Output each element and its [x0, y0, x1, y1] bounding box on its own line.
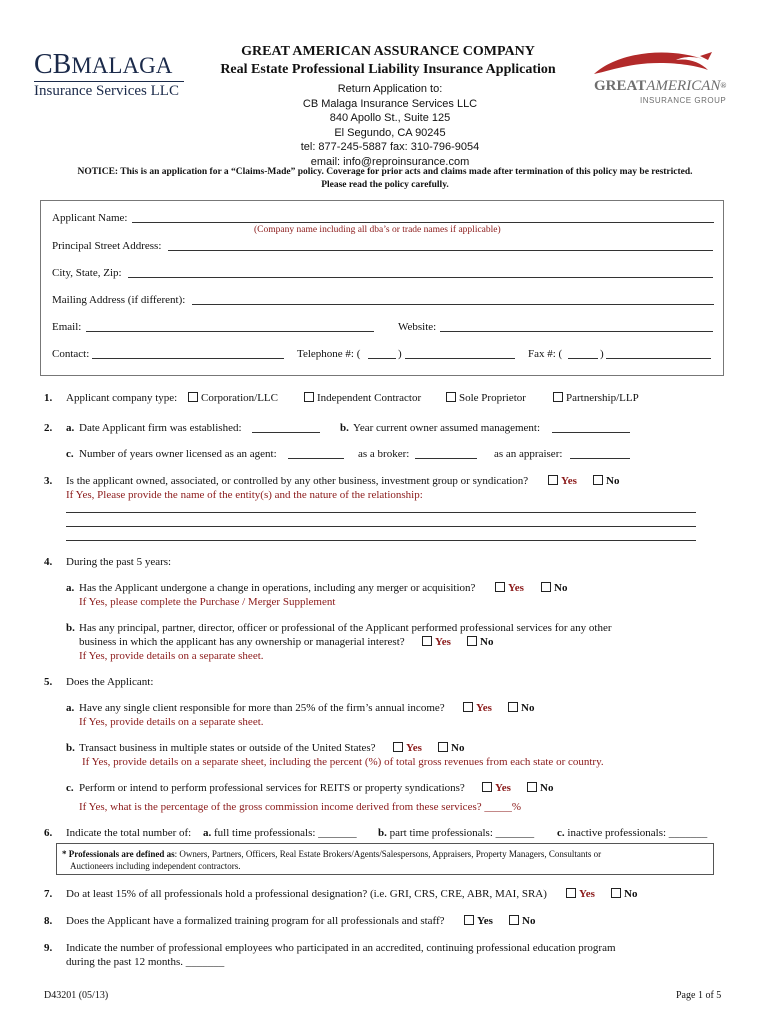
q2c-appraiser-field[interactable]: [570, 458, 630, 459]
q6c[interactable]: [557, 827, 707, 839]
yes-label: Yes: [579, 888, 595, 900]
checkbox[interactable]: [422, 636, 432, 646]
q6a-letter: a.: [203, 827, 212, 839]
q8-no[interactable]: [509, 915, 535, 927]
option-label: Independent Contractor: [317, 392, 422, 404]
return-line: tel: 877-245-5887 fax: 310-796-9054: [300, 141, 480, 153]
q5-number: 5.: [44, 676, 53, 688]
q6-text: Indicate the total number of:: [66, 827, 192, 839]
checkbox[interactable]: [508, 702, 518, 712]
q5b-no[interactable]: [438, 742, 464, 754]
email-label: Email:: [52, 321, 82, 333]
q4-number: 4.: [44, 556, 53, 568]
q5a-letter: a.: [66, 702, 75, 714]
no-label: No: [451, 742, 465, 754]
q5b-yes[interactable]: [393, 742, 422, 754]
q5b-text: Transact business in multiple states or outside of the United States?: [79, 742, 376, 754]
mailing-field[interactable]: [192, 304, 714, 305]
yes-label: Yes: [561, 475, 577, 487]
checkbox[interactable]: [527, 782, 537, 792]
q1-text: Applicant company type:: [66, 392, 178, 404]
q3-text: Is the applicant owned, associated, or controlled by any other business, investment group or syndication?: [66, 475, 529, 487]
checkbox[interactable]: [304, 392, 314, 402]
q5a-follow: If Yes, provide details on a separate sheet.: [79, 716, 264, 728]
fax-area-field[interactable]: [568, 358, 598, 359]
q3-answer-line-3[interactable]: [66, 540, 696, 541]
q2-number: 2.: [44, 422, 53, 434]
email-field[interactable]: [86, 331, 374, 332]
q4-text: During the past 5 years:: [66, 556, 172, 568]
q6-number: 6.: [44, 827, 53, 839]
q1-option-independent[interactable]: [304, 392, 421, 404]
checkbox[interactable]: [553, 392, 563, 402]
city-label: City, State, Zip:: [52, 267, 122, 279]
mailing-label: Mailing Address (if different):: [52, 294, 186, 306]
street-field[interactable]: [168, 250, 713, 251]
city-field[interactable]: [128, 277, 713, 278]
form-id: D43201 (05/13): [44, 990, 109, 1001]
q3-number: 3.: [44, 475, 53, 487]
q2c-letter: c.: [66, 448, 74, 460]
yes-label: Yes: [495, 782, 511, 794]
q7-yes[interactable]: [566, 888, 595, 900]
q2c-agent-field[interactable]: [288, 458, 344, 459]
form-title: Real Estate Professional Liability Insurance Application: [220, 62, 556, 77]
definition-text: : Owners, Partners, Officers, Real Estate Brokers/Agents/Salespersons, Appraisers, Property Managers, Consultants or: [174, 849, 602, 859]
checkbox[interactable]: [548, 475, 558, 485]
q4a-yes[interactable]: [495, 582, 524, 594]
q2a-text: Date Applicant firm was established:: [79, 422, 242, 434]
q5c-yes[interactable]: [482, 782, 511, 794]
q2a-field[interactable]: [252, 432, 320, 433]
checkbox[interactable]: [463, 702, 473, 712]
checkbox[interactable]: [446, 392, 456, 402]
no-label: No: [522, 915, 536, 927]
q4b-no[interactable]: [467, 636, 493, 648]
great-american-logo: [588, 46, 728, 110]
q6b-text: part time professionals: _______: [389, 827, 535, 839]
q2c-broker-label: as a broker:: [358, 448, 410, 460]
q6c-text: inactive professionals: _______: [567, 827, 708, 839]
checkbox[interactable]: [438, 742, 448, 752]
q6b-letter: b.: [378, 827, 387, 839]
fax-close: ): [600, 348, 604, 360]
no-label: No: [606, 475, 620, 487]
q4b-yes[interactable]: [422, 636, 451, 648]
yes-label: Yes: [435, 636, 451, 648]
q2b-letter: b.: [340, 422, 349, 434]
checkbox[interactable]: [393, 742, 403, 752]
q7-no[interactable]: [611, 888, 637, 900]
notice-text: [40, 166, 730, 192]
website-label: Website:: [398, 321, 437, 333]
q5c-follow: If Yes, what is the percentage of the gross commission income derived from these services? _____%: [79, 801, 522, 813]
cbmalaga-logo-malaga: MALAGA: [71, 53, 173, 78]
q9-number: 9.: [44, 942, 53, 954]
no-label: No: [540, 782, 554, 794]
q5b-follow: If Yes, provide details on a separate sheet, including the percent (%) of total gross revenues from each state or country.: [82, 756, 604, 768]
notice-line-1: NOTICE: This is an application for a “Claims-Made” policy. Coverage for prior acts and claims made after termination of this policy may be restricted.: [77, 167, 693, 177]
website-field[interactable]: [440, 331, 713, 332]
cbmalaga-logo-cb: CB: [34, 49, 72, 80]
q3-yes[interactable]: [548, 475, 577, 487]
q1-option-sole[interactable]: [446, 392, 526, 404]
q5a-no[interactable]: [508, 702, 534, 714]
q7-text: Do at least 15% of all professionals hold a professional designation? (i.e. GRI, CRS, CRE, ABR, MAI, SRA): [66, 888, 547, 900]
option-label: Partnership/LLP: [566, 392, 639, 404]
checkbox[interactable]: [188, 392, 198, 402]
q8-text: Does the Applicant have a formalized training program for all professionals and staff?: [66, 915, 445, 927]
applicant-name-label: Applicant Name:: [52, 212, 128, 224]
q2c-appraiser-label: as an appraiser:: [494, 448, 563, 460]
telephone-field[interactable]: [405, 358, 515, 359]
q3-answer-line-2[interactable]: [66, 526, 696, 527]
checkbox[interactable]: [467, 636, 477, 646]
option-label: Sole Proprietor: [459, 392, 526, 404]
q2c-broker-field[interactable]: [415, 458, 477, 459]
company-name: GREAT AMERICAN ASSURANCE COMPANY: [241, 44, 535, 59]
q5c-text: Perform or intend to perform professional services for REITS or property syndications?: [79, 782, 465, 794]
q5c-no[interactable]: [527, 782, 553, 794]
checkbox[interactable]: [464, 915, 474, 925]
q2c-text: Number of years owner licensed as an agent:: [79, 448, 277, 460]
checkbox[interactable]: [611, 888, 621, 898]
cbmalaga-logo: [34, 49, 194, 100]
q3-answer-line-1[interactable]: [66, 512, 696, 513]
q8-number: 8.: [44, 915, 53, 927]
return-line: Return Application to:: [337, 83, 443, 95]
cbmalaga-logo-subtitle: Insurance Services LLC: [34, 83, 179, 99]
ga-logo-american: AMERICAN: [646, 78, 721, 94]
q9-text-1: Indicate the number of professional employees who participated in an accredited, continuing professional education program: [66, 942, 616, 954]
yes-label: Yes: [477, 915, 493, 927]
q4a-no[interactable]: [541, 582, 567, 594]
q5a-text: Have any single client responsible for more than 25% of the firm’s annual income?: [79, 702, 445, 714]
yes-label: Yes: [476, 702, 492, 714]
yes-label: Yes: [508, 582, 524, 594]
q5c-letter: c.: [66, 782, 74, 794]
definition-text-2: Auctioneers including independent contractors.: [70, 861, 241, 871]
no-label: No: [554, 582, 568, 594]
q6b[interactable]: [378, 827, 534, 839]
checkbox[interactable]: [495, 582, 505, 592]
q5a-yes[interactable]: [463, 702, 492, 714]
q5-text: Does the Applicant:: [66, 676, 154, 688]
telephone-close: ): [398, 348, 402, 360]
no-label: No: [521, 702, 535, 714]
q1-number: 1.: [44, 392, 53, 404]
page-number: Page 1 of 5: [676, 990, 722, 1001]
return-line: CB Malaga Insurance Services LLC: [302, 97, 478, 110]
ga-logo-great: GREAT: [594, 78, 647, 94]
ga-logo-subtitle: INSURANCE GROUP: [640, 96, 727, 105]
notice-line-2: Please read the policy carefully.: [321, 180, 449, 190]
q8-yes[interactable]: [464, 915, 493, 927]
street-label: Principal Street Address:: [52, 240, 162, 252]
return-address-block: [240, 82, 540, 169]
yes-label: Yes: [406, 742, 422, 754]
q1-option-corporation[interactable]: [188, 392, 278, 404]
q3-follow: If Yes, Please provide the name of the entity(s) and the nature of the relationship:: [66, 489, 423, 501]
applicant-name-field[interactable]: [132, 222, 714, 223]
q4b-text-1: Has any principal, partner, director, officer or professional of the Applicant performed professional services for any other: [79, 622, 612, 634]
ga-logo-registered: ®: [720, 81, 727, 90]
contact-field[interactable]: [92, 358, 284, 359]
q4b-follow: If Yes, provide details on a separate sheet.: [79, 650, 264, 662]
contact-label: Contact:: [52, 348, 90, 360]
q4b-letter: b.: [66, 622, 75, 634]
q3-no[interactable]: [593, 475, 619, 487]
q4a-text: Has the Applicant undergone a change in operations, including any merger or acquisition?: [79, 582, 476, 594]
q4a-letter: a.: [66, 582, 75, 594]
q7-number: 7.: [44, 888, 53, 900]
q1-option-partnership[interactable]: [553, 392, 639, 404]
q4a-follow: If Yes, please complete the Purchase / Merger Supplement: [79, 596, 336, 608]
checkbox[interactable]: [566, 888, 576, 898]
checkbox[interactable]: [593, 475, 603, 485]
telephone-label: Telephone #: (: [297, 348, 361, 360]
checkbox[interactable]: [509, 915, 519, 925]
professionals-definition-text: [62, 848, 712, 872]
fax-field[interactable]: [606, 358, 711, 359]
q9-text-2: during the past 12 months. _______: [66, 956, 225, 968]
q2b-text: Year current owner assumed management:: [353, 422, 541, 434]
q2a-letter: a.: [66, 422, 75, 434]
checkbox[interactable]: [482, 782, 492, 792]
no-label: No: [624, 888, 638, 900]
q4b-text-2: business in which the applicant has any ownership or managerial interest?: [79, 636, 405, 648]
definition-bold: * Professionals are defined as: [62, 849, 175, 859]
q6c-letter: c.: [557, 827, 565, 839]
no-label: No: [480, 636, 494, 648]
return-line: email: info@reproinsurance.com: [310, 155, 470, 168]
checkbox[interactable]: [541, 582, 551, 592]
fax-label: Fax #: (: [528, 348, 563, 360]
eagle-swoosh-icon: [588, 46, 728, 82]
q2b-field[interactable]: [552, 432, 630, 433]
return-line: El Segundo, CA 90245: [334, 126, 446, 139]
option-label: Corporation/LLC: [201, 392, 278, 404]
telephone-area-field[interactable]: [368, 358, 396, 359]
q6a[interactable]: [203, 827, 357, 839]
q6a-text: full time professionals: _______: [214, 827, 357, 839]
q5b-letter: b.: [66, 742, 75, 754]
return-line: 840 Apollo St., Suite 125: [329, 112, 451, 124]
applicant-name-hint: (Company name including all dba’s or trade names if applicable): [254, 225, 501, 235]
